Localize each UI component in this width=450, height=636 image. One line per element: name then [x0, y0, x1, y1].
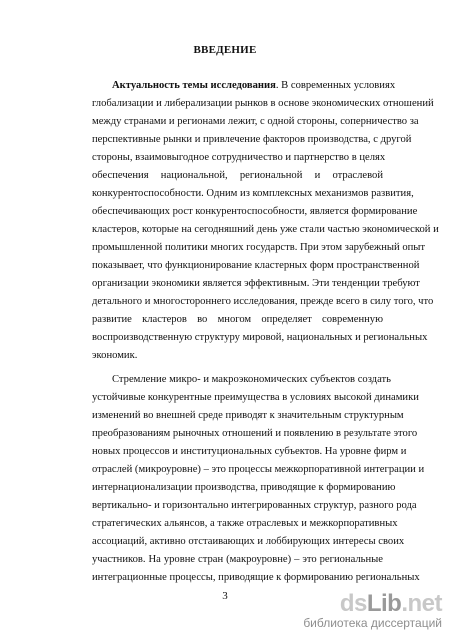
text-line: новых процессов и институциональных субъектов. На уровне фирм и: [92, 446, 407, 457]
text-line: развитие кластеров во многом определяет современную: [92, 314, 383, 325]
text-line: обеспечения национальной, региональной и отраслевой: [92, 170, 383, 181]
section-heading: ВВЕДЕНИЕ: [193, 44, 257, 56]
page-number: 3: [222, 590, 228, 602]
paragraph-1-lead-tail: . В современных условиях: [275, 80, 396, 91]
text-line: отраслей (микроуровне) – это процессы межкорпоративной интеграции и: [92, 464, 425, 475]
text-line: обеспечивающих рост конкурентоспособности, является формирование: [92, 206, 418, 217]
text-line: ассоциаций, активно отстаивающих и лоббирующих интересы своих: [92, 536, 405, 547]
text-line: устойчивые конкурентные преимущества в условиях высокой динамики: [92, 392, 419, 403]
watermark-subtitle: библиотека диссертаций: [303, 616, 442, 630]
text-line: вертикально- и горизонтально интегрированных структур, разного рода: [92, 500, 417, 511]
text-line: показывает, что функционирование кластерных форм пространственной: [92, 260, 420, 271]
text-line: воспроизводственную структуру мировой, национальных и региональных: [92, 332, 428, 343]
text-line: детального и многостороннего исследования, прежде всего в силу того, что: [92, 296, 434, 307]
text-line: перспективные рынки и привлечение факторов производства, с другой: [92, 134, 412, 145]
text-line: интернационализации производства, приводящие к формированию: [92, 482, 396, 493]
text-line: промышленной политики многих государств. При этом зарубежный опыт: [92, 242, 426, 253]
text-line: интеграционные процессы, приводящие к формированию региональных: [92, 572, 420, 583]
text-line: стратегических альянсов, а также отраслевых и межкорпоративных: [92, 518, 398, 529]
watermark-logo[interactable]: [272, 590, 442, 630]
text-line: глобализации и либерализации рынков в основе экономических отношений: [92, 98, 434, 109]
dslib-logo: dsLib.net: [339, 590, 442, 617]
topic-relevance-label: Актуальность темы исследования: [112, 80, 276, 91]
paragraph-1-line-1: [112, 79, 396, 92]
text-line: преобразованиям рыночных отношений и появлению в результате этого: [92, 428, 418, 439]
text-line: изменений во внешней среде приводят к значительным структурным: [92, 410, 404, 421]
text-line: между странами и регионами лежит, с одной стороны, соперничество за: [92, 116, 419, 127]
text-line: организации экономики является эффективным. Эти тенденции требуют: [92, 278, 420, 289]
text-line: участников. На уровне стран (макроуровне) – это региональные: [92, 554, 383, 565]
text-line: стороны, взаимовыгодное сотрудничество и партнерство в целях: [92, 152, 386, 163]
text-line: кластеров, которые на сегодняшний день уже стали частью экономической и: [92, 224, 439, 235]
paragraph-2-line-1: Стремление микро- и макроэкономических субъектов создать: [112, 374, 391, 385]
text-line: конкурентоспособности. Одним из комплексных механизмов развития,: [92, 188, 414, 199]
text-line: экономик.: [92, 350, 138, 361]
